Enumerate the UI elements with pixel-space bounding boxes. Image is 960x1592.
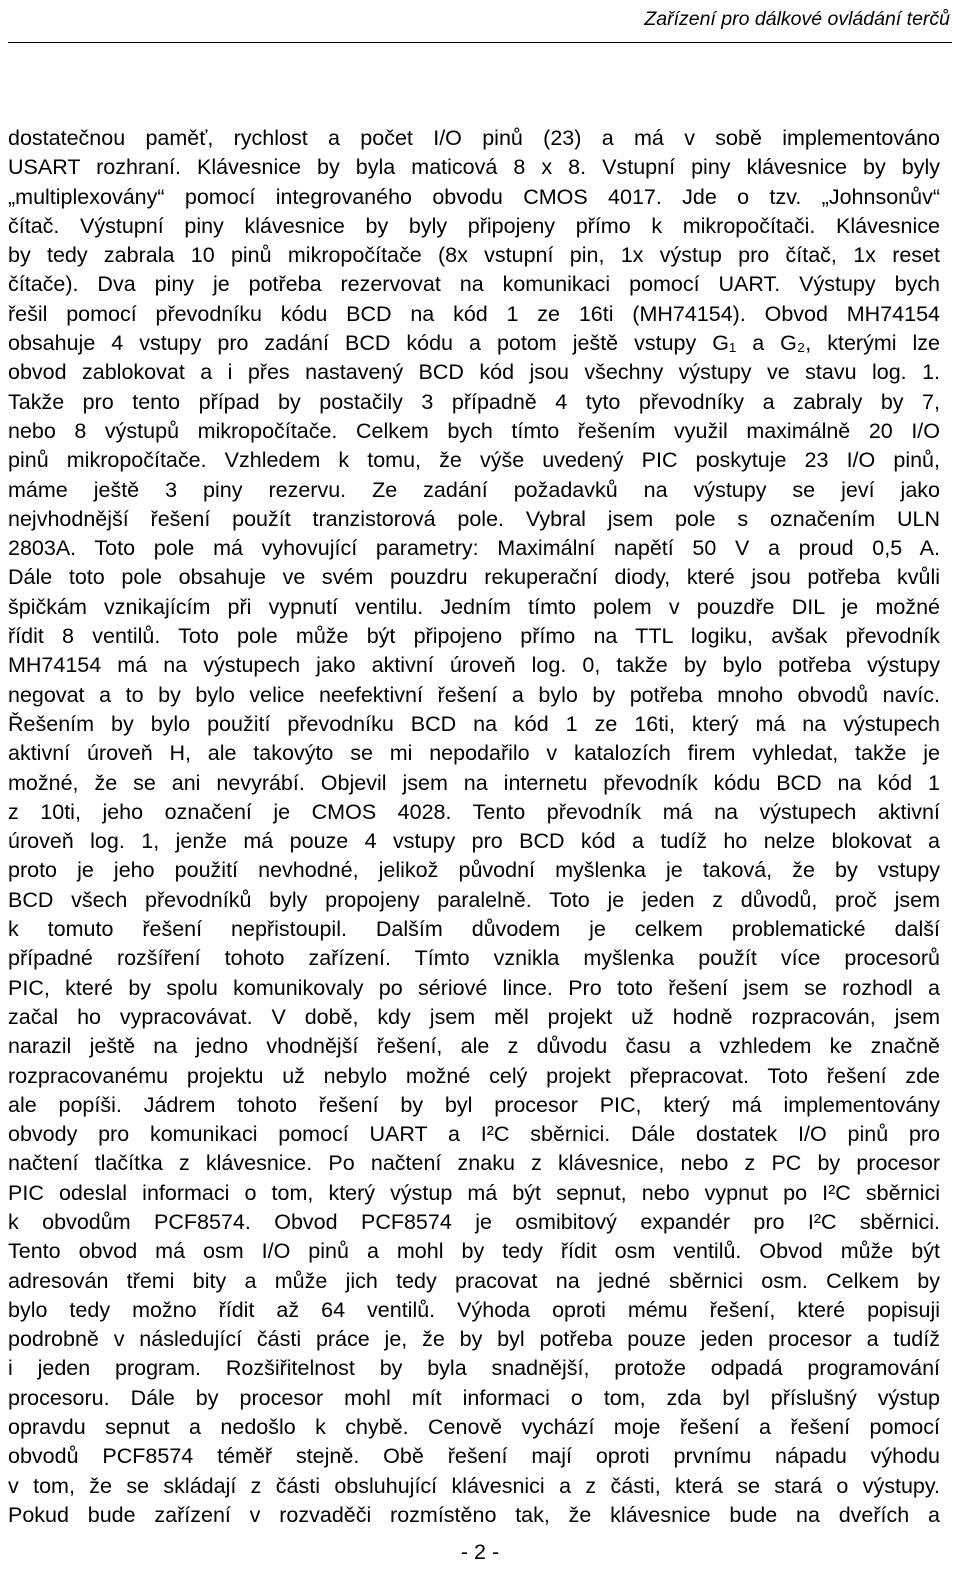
text-line: obsahuje 4 vstupy pro zadání BCD kódu a potom ještě vstupy G₁ a G₂, kterými lze	[8, 331, 940, 356]
text-line: narazil ještě na jedno vhodnější řešení, ale z důvodu času a vzhledem ke značně	[8, 1034, 940, 1059]
text-line: 2803A. Toto pole má vyhovující parametry: Maximální napětí 50 V a proud 0,5 A.	[8, 536, 940, 561]
running-header: Zařízení pro dálkové ovládání terčů	[644, 8, 950, 30]
text-line: PIC, které by spolu komunikovaly po sériové lince. Pro toto řešení jsem se rozhodl a	[8, 975, 940, 1000]
text-line: Pokud bude zařízení v rozvaděči rozmístěno tak, že klávesnice bude na dveřích a	[8, 1502, 940, 1527]
text-line: možné, že se ani nevyrábí. Objevil jsem na internetu převodník kódu BCD na kód 1	[8, 770, 940, 795]
text-line: úroveň log. 1, jenže má pouze 4 vstupy pro BCD kód a tudíž ho nelze blokovat a	[8, 829, 940, 854]
text-line: načtení tlačítka z klávesnice. Po načtení znaku z klávesnice, nebo z PC by procesor	[8, 1151, 940, 1176]
text-line: k tomuto řešení nepřistoupil. Dalším důvodem je celkem problematické další	[8, 917, 940, 942]
text-line: aktivní úroveň H, ale takovýto se mi nepodařilo v katalozích firem vyhledat, takže je	[8, 741, 940, 766]
text-line: obvody pro komunikaci pomocí UART a I²C sběrnici. Dále dostatek I/O pinů pro	[8, 1122, 940, 1147]
text-line: obvodů PCF8574 téměř stejně. Obě řešení mají oproti prvnímu nápadu výhodu	[8, 1444, 940, 1469]
header-rule	[8, 42, 952, 43]
text-line: adresován třemi bity a může jich tedy pracovat na jedné sběrnici osm. Celkem by	[8, 1268, 940, 1293]
text-line: k obvodům PCF8574. Obvod PCF8574 je osmibitový expandér pro I²C sběrnici.	[8, 1209, 940, 1234]
text-line: nejvhodnější řešení použít tranzistorová pole. Vybral jsem pole s označením ULN	[8, 506, 940, 531]
text-line: z 10ti, jeho označení je CMOS 4028. Tento převodník má na výstupech aktivní	[8, 799, 940, 824]
text-line: řešil pomocí převodníku kódu BCD na kód 1 ze 16ti (MH74154). Obvod MH74154	[8, 301, 940, 326]
text-line: by tedy zabrala 10 pinů mikropočítače (8x vstupní pin, 1x výstup pro čítač, 1x reset	[8, 243, 940, 268]
text-line: ale popíši. Jádrem tohoto řešení by byl procesor PIC, který má implementovány	[8, 1092, 940, 1117]
text-line: dostatečnou paměť, rychlost a počet I/O pinů (23) a má v sobě implementováno	[8, 126, 940, 150]
text-line: pinů mikropočítače. Vzhledem k tomu, že výše uvedený PIC poskytuje 23 I/O pinů,	[8, 448, 940, 473]
text-line: řídit 8 ventilů. Toto pole může být připojeno přímo na TTL logiku, avšak převodník	[8, 624, 940, 649]
text-line: Dále toto pole obsahuje ve svém pouzdru rekuperační diody, které jsou potřeba kvůli	[8, 565, 940, 590]
text-line: opravdu sepnut a nedošlo k chybě. Cenově vychází moje řešení a řešení pomocí	[8, 1415, 940, 1440]
text-line: PIC odeslal informaci o tom, který výstup má být sepnut, nebo vypnut po I²C sběrnici	[8, 1180, 940, 1205]
text-line: v tom, že se skládají z části obsluhující klávesnici a z části, která se stará o výstupy.	[8, 1473, 940, 1498]
text-line: MH74154 má na výstupech jako aktivní úroveň log. 0, takže by bylo potřeba výstupy	[8, 653, 940, 678]
text-line: Takže pro tento případ by postačily 3 případně 4 tyto převodníky a zabraly by 7,	[8, 389, 940, 414]
text-line: máme ještě 3 piny rezervu. Ze zadání požadavků na výstupy se jeví jako	[8, 477, 940, 502]
text-line: čítače). Dva piny je potřeba rezervovat na komunikaci pomocí UART. Výstupy bych	[8, 272, 940, 297]
text-line: nebo 8 výstupů mikropočítače. Celkem bych tímto řešením využil maximálně 20 I/O	[8, 418, 940, 443]
text-line: čítač. Výstupní piny klávesnice by byly připojeny přímo k mikropočítači. Klávesnice	[8, 213, 940, 238]
text-line: podrobně v následující části práce je, že by byl potřeba pouze jeden procesor a tudíž	[8, 1327, 940, 1352]
text-line: BCD všech převodníků byly propojeny paralelně. Toto je jeden z důvodů, proč jsem	[8, 887, 940, 912]
text-line: i jeden program. Rozšiřitelnost by byla snadnější, protože odpadá programování	[8, 1356, 940, 1381]
text-line: bylo tedy možno řídit až 64 ventilů. Výhoda oproti mému řešení, které popisuji	[8, 1297, 940, 1322]
text-line: špičkám vznikajícím při vypnutí ventilu. Jedním tímto polem v pouzdře DIL je možné	[8, 594, 940, 619]
body-text	[8, 124, 940, 1560]
text-line: proto je jeho použití nevhodné, jelikož původní myšlenka je taková, že by vstupy	[8, 858, 940, 883]
text-line: procesoru. Dále by procesor mohl mít informaci o tom, zda byl příslušný výstup	[8, 1385, 940, 1410]
text-line: negovat a to by bylo velice neefektivní řešení a bylo by potřeba mnoho obvodů navíc.	[8, 682, 940, 707]
text-line: Řešením by bylo použití převodníku BCD na kód 1 ze 16ti, který má na výstupech	[8, 711, 940, 736]
text-line: „multiplexovány“ pomocí integrovaného obvodu CMOS 4017. Jde o tzv. „Johnsonův“	[8, 184, 940, 209]
text-line: obvod zablokovat a i přes nastavený BCD kód jsou všechny výstupy ve stavu log. 1.	[8, 360, 940, 385]
text-line: USART rozhraní. Klávesnice by byla maticová 8 x 8. Vstupní piny klávesnice by byly	[8, 155, 940, 180]
text-line: Tento obvod má osm I/O pinů a mohl by tedy řídit osm ventilů. Obvod může být	[8, 1239, 940, 1264]
text-line: případné rozšíření tohoto zařízení. Tímto vznikla myšlenka použít více procesorů	[8, 946, 940, 971]
text-line: rozpracovanému projektu už nebylo možné celý projekt přepracovat. Toto řešení zde	[8, 1063, 940, 1088]
text-line: začal ho vypracovávat. V době, kdy jsem měl projekt už hodně rozpracován, jsem	[8, 1004, 940, 1029]
page-number: - 2 -	[460, 1540, 500, 1564]
